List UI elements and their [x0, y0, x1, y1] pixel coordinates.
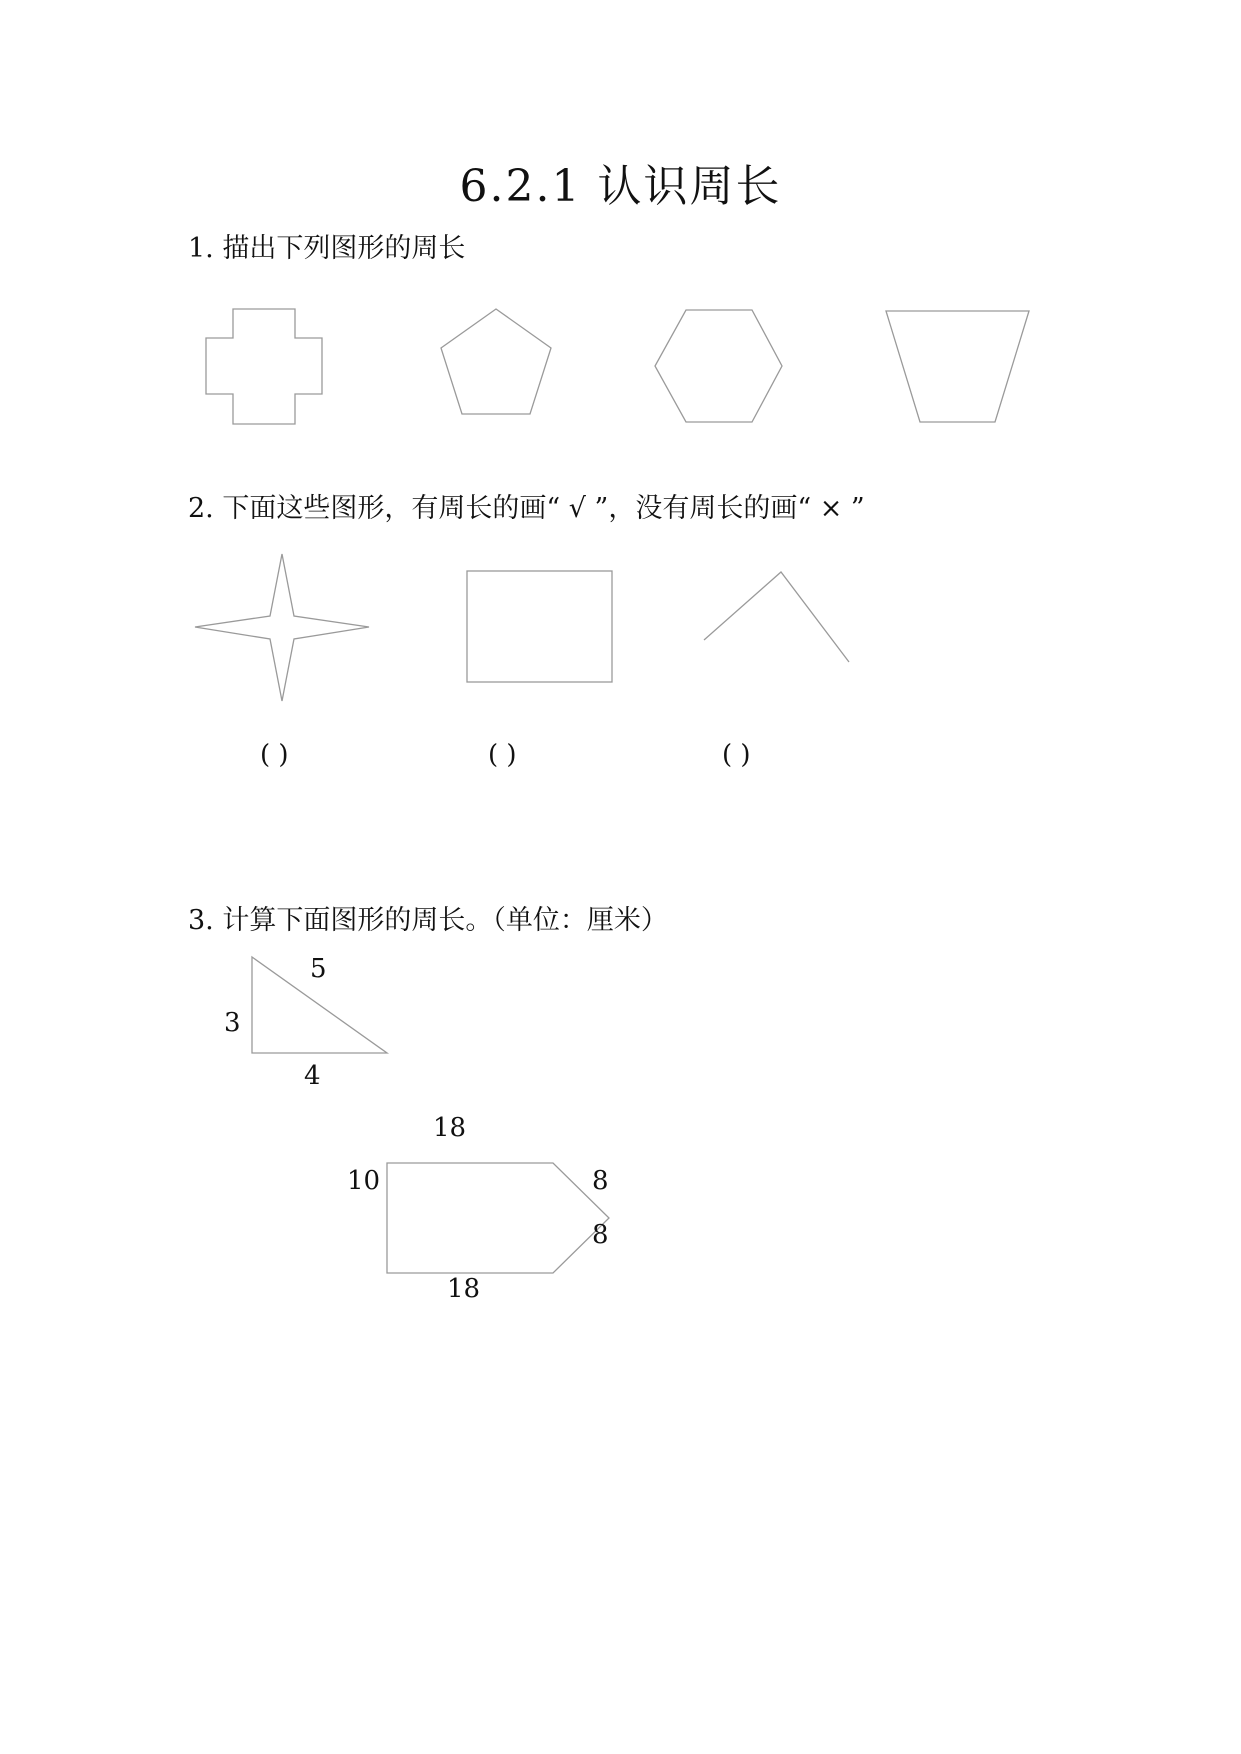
cross-shape [205, 308, 325, 426]
hexagon-shape [654, 309, 784, 425]
answer-blank-1[interactable]: ( ) [260, 740, 289, 770]
pentagon-top-label: 18 [433, 1113, 467, 1143]
star-shape [193, 553, 371, 703]
question-3-text: 3. 计算下面图形的周长。（单位：厘米） [188, 905, 668, 936]
triangle-hypotenuse-label: 5 [310, 954, 327, 984]
pentagon-bottom-label: 18 [447, 1274, 481, 1304]
answer-blank-3[interactable]: ( ) [722, 740, 751, 770]
question-1-text: 1. 描出下列图形的周长 [188, 233, 466, 264]
trapezoid-shape [885, 309, 1031, 425]
pentagon-left-label: 10 [347, 1166, 381, 1196]
house-pentagon-shape [385, 1161, 615, 1277]
pentagon-shape [440, 308, 553, 418]
triangle-left-label: 3 [224, 1008, 241, 1038]
triangle-bottom-label: 4 [304, 1061, 321, 1091]
answer-blank-2[interactable]: ( ) [488, 740, 517, 770]
open-angle-shape [703, 570, 851, 665]
question-2-text: 2. 下面这些图形，有周长的画“ √ ”，没有周长的画“ × ” [188, 493, 865, 524]
pentagon-upper-right-label: 8 [592, 1166, 609, 1196]
page-title: 6.2.1 认识周长 [459, 161, 782, 212]
rectangle-shape [466, 570, 614, 684]
pentagon-lower-right-label: 8 [592, 1220, 609, 1250]
